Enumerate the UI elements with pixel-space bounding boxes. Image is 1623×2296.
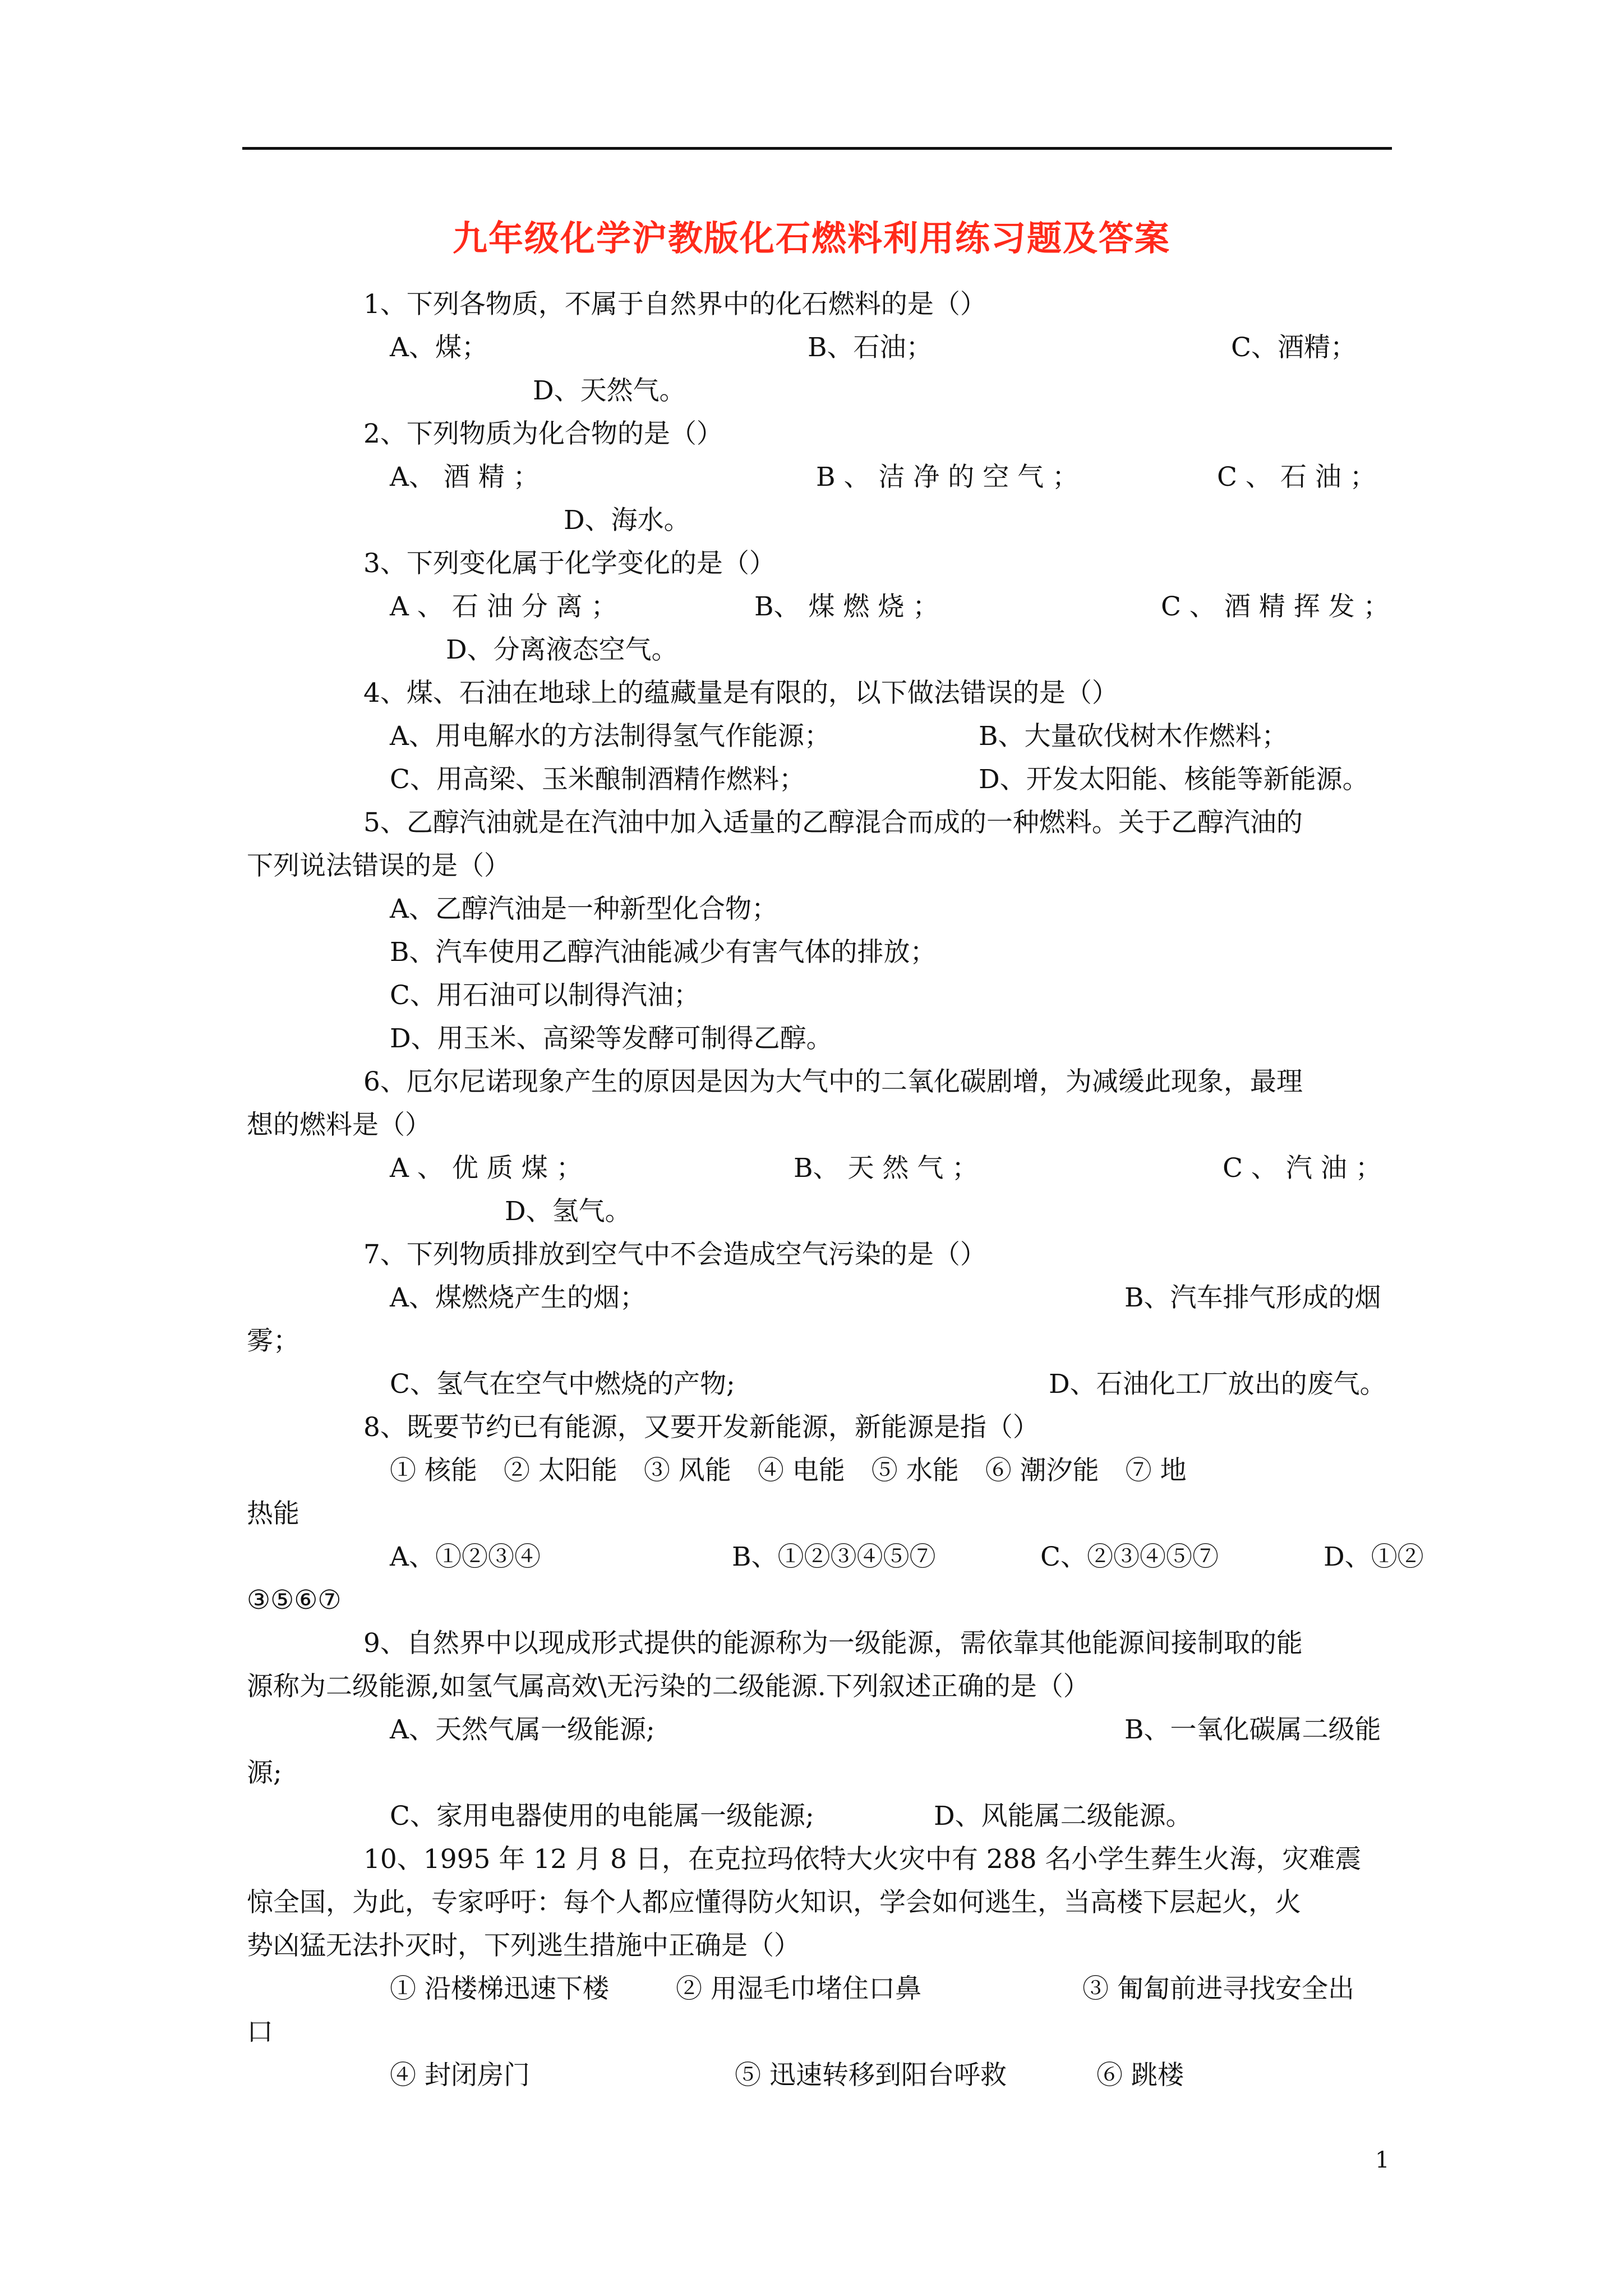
q1-option-a: A、煤； [390, 332, 488, 363]
q1-option-b: B、石油； [808, 332, 933, 363]
q10-option-6: ⑥ 跳楼 [1096, 2060, 1184, 2091]
q4-stem: 4、煤、石油在地球上的蕴藏量是有限的，以下做法错误的是（） [363, 678, 1118, 708]
q9-option-c: C、家用电器使用的电能属一级能源; [390, 1801, 814, 1832]
q7-stem: 7、下列物质排放到空气中不会造成空气污染的是（） [363, 1239, 986, 1270]
page-title: 九年级化学沪教版化石燃料利用练习题及答案 [452, 218, 1170, 259]
q2-option-a: A、 酒 精 ； [390, 462, 540, 493]
q5-stem-line1: 5、乙醇汽油就是在汽油中加入适量的乙醇混合而成的一种燃料。关于乙醇汽油的 [363, 807, 1303, 838]
q10-option-1: ① 沿楼梯迅速下楼 [390, 1973, 609, 2004]
q10-stem-line1: 10、1995 年 12 月 8 日，在克拉玛依特大火灾中有 288 名小学生葬生火海，灾难震 [363, 1844, 1362, 1875]
q10-option-3: ③ 匍匐前进寻找安全出 [1082, 1973, 1354, 2004]
q2-option-c: C 、 石 油 ； [1217, 462, 1376, 493]
q2-option-d: D、海水。 [564, 505, 690, 536]
q9-option-b-continued: 源; [247, 1757, 282, 1788]
page-number: 1 [1375, 2147, 1390, 2173]
q9-option-b: B、一氧化碳属二级能 [1124, 1714, 1381, 1745]
q9-stem-line1: 9、自然界中以现成形式提供的能源称为一级能源，需依靠其他能源间接制取的能 [363, 1628, 1303, 1659]
q6-option-c: C 、 汽 油 ； [1223, 1153, 1382, 1184]
q5-option-c: C、用石油可以制得汽油； [390, 980, 700, 1011]
q8-option-a: A、①②③④ [390, 1542, 541, 1572]
q7-option-b: B、汽车排气形成的烟 [1124, 1282, 1381, 1313]
q5-option-b: B、汽车使用乙醇汽油能减少有害气体的排放； [390, 937, 937, 968]
q5-option-a: A、乙醇汽油是一种新型化合物； [390, 894, 778, 924]
q10-option-5: ⑤ 迅速转移到阳台呼救 [735, 2060, 1007, 2091]
q5-stem-line2: 下列说法错误的是（） [247, 850, 510, 881]
q6-option-a: A 、 优 质 煤 ； [390, 1153, 583, 1184]
q7-option-b-continued: 雾； [247, 1326, 299, 1356]
q8-option-d: D、①② [1324, 1542, 1424, 1572]
q3-option-d: D、分离液态空气。 [446, 634, 678, 665]
q3-stem: 3、下列变化属于化学变化的是（） [363, 548, 776, 579]
q3-option-c: C 、 酒 精 挥 发 ； [1161, 591, 1390, 622]
q8-items-line2: 热能 [247, 1498, 299, 1529]
q4-option-d: D、开发太阳能、核能等新能源。 [979, 764, 1369, 795]
q10-option-2: ② 用湿毛巾堵住口鼻 [676, 1973, 921, 2004]
q5-option-d: D、用玉米、高梁等发酵可制得乙醇。 [390, 1023, 833, 1054]
q8-stem: 8、既要节约已有能源，又要开发新能源，新能源是指（） [363, 1412, 1039, 1443]
header-rule [242, 147, 1392, 150]
q6-option-b: B、 天 然 气 ； [794, 1153, 979, 1184]
q4-option-c: C、用高梁、玉米酿制酒精作燃料； [390, 764, 805, 795]
q9-option-a: A、天然气属一级能源; [390, 1714, 655, 1745]
q7-option-c: C、氢气在空气中燃烧的产物; [390, 1369, 735, 1400]
q3-option-a: A 、 石 油 分 离 ； [390, 591, 617, 622]
q1-option-d: D、天然气。 [533, 375, 686, 406]
q10-option-4: ④ 封闭房门 [390, 2060, 530, 2091]
q8-items-line1: ① 核能 ② 太阳能 ③ 风能 ④ 电能 ⑤ 水能 ⑥ 潮汐能 ⑦ 地 [390, 1455, 1187, 1486]
q4-option-b: B、大量砍伐树木作燃料； [979, 721, 1288, 752]
q10-stem-line2: 惊全国，为此，专家呼吁：每个人都应懂得防火知识，学会如何逃生，当高楼下层起火，火 [247, 1887, 1301, 1918]
q9-option-d: D、风能属二级能源。 [934, 1801, 1192, 1832]
q8-option-b: B、①②③④⑤⑦ [732, 1542, 936, 1572]
q10-stem-line3: 势凶猛无法扑灭时，下列逃生措施中正确是（） [247, 1930, 800, 1961]
q7-option-a: A、煤燃烧产生的烟； [390, 1282, 646, 1313]
q8-option-c: C、②③④⑤⑦ [1040, 1542, 1219, 1572]
q2-stem: 2、下列物质为化合物的是（） [363, 418, 723, 449]
q3-option-b: B、 煤 燃 烧 ； [754, 591, 939, 622]
q6-stem-line1: 6、厄尔尼诺现象产生的原因是因为大气中的二氧化碳剧增，为减缓此现象，最理 [363, 1066, 1303, 1097]
q4-option-a: A、用电解水的方法制得氢气作能源； [390, 721, 831, 752]
q6-stem-line2: 想的燃料是（） [247, 1110, 431, 1140]
q10-option-3-continued: 口 [247, 2017, 273, 2047]
q7-option-d: D、石油化工厂放出的废气。 [1049, 1369, 1386, 1400]
q6-option-d: D、氢气。 [505, 1196, 631, 1227]
q2-option-b: B 、 洁 净 的 空 气 ； [816, 462, 1079, 493]
q1-stem: 1、下列各物质，不属于自然界中的化石燃料的是（） [363, 289, 986, 320]
q9-stem-line2: 源称为二级能源,如氢气属高效\无污染的二级能源.下列叙述正确的是（） [247, 1671, 1090, 1702]
q1-option-c: C、酒精； [1231, 332, 1357, 363]
q8-option-d-continued: ③⑤⑥⑦ [247, 1585, 342, 1616]
